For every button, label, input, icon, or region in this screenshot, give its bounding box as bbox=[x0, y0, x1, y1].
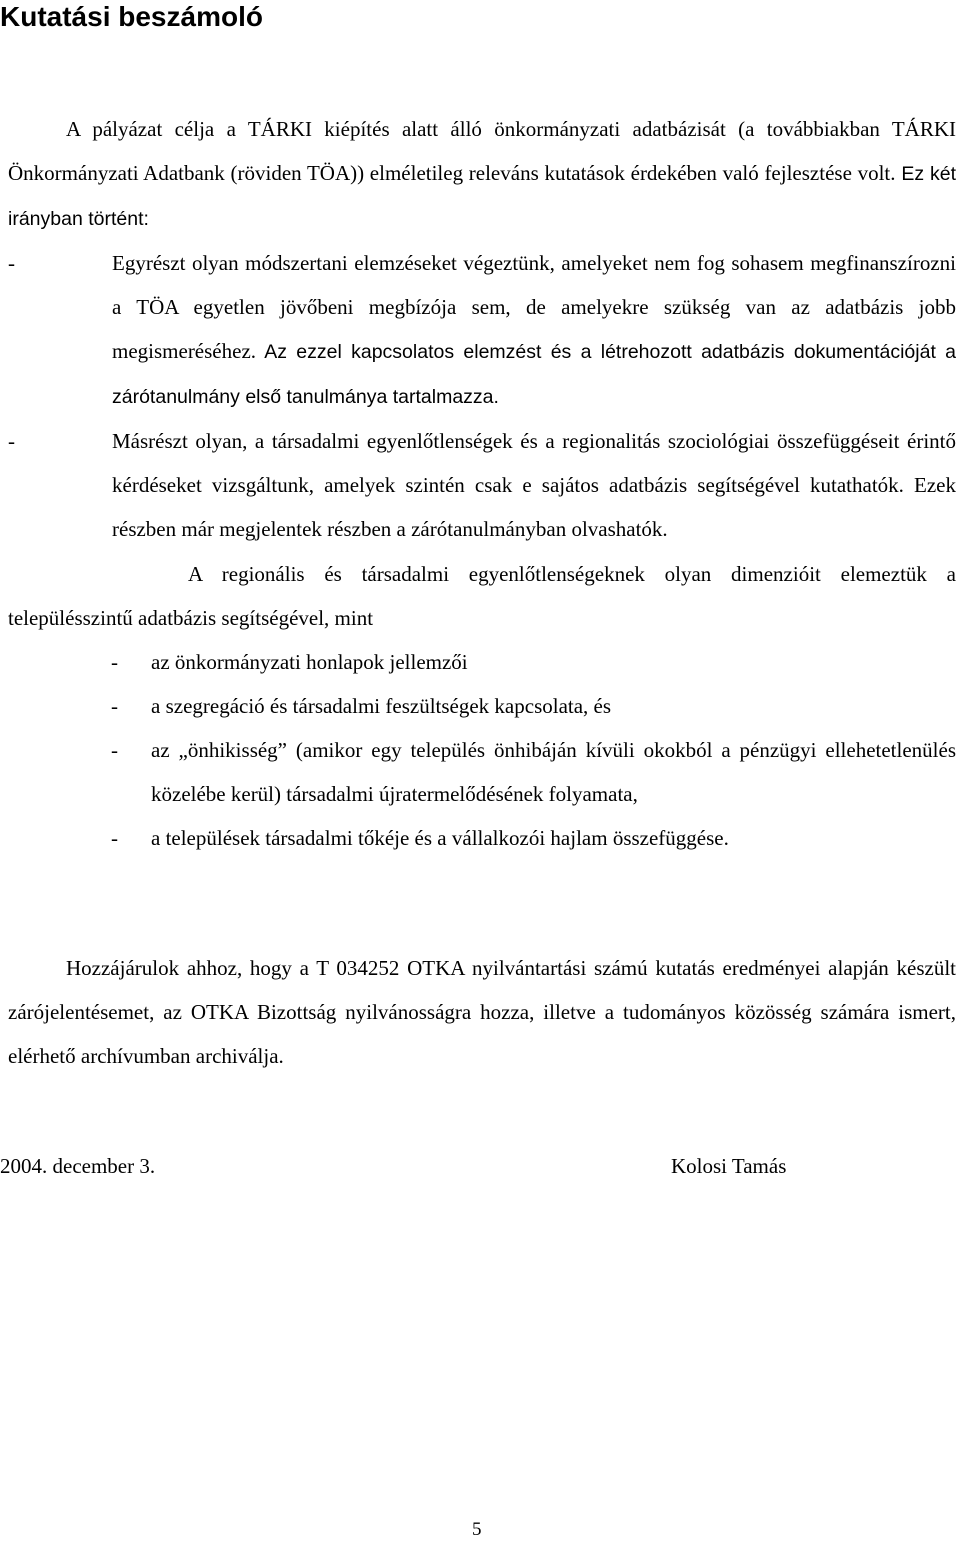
consent-statement: Hozzájárulok ahhoz, hogy a T 034252 OTKA nyilvántartási számú kutatás eredményei alapján készült zárójelentésemet, az OTKA Bizottság nyilvánosságra hozza, illetve a tudományos közösség számára ismert, elérhető archívumban archiválja. bbox=[8, 956, 956, 1068]
document-title: Kutatási beszámoló bbox=[0, 1, 263, 32]
page-number: 5 bbox=[472, 1519, 482, 1540]
research-directions-list bbox=[8, 241, 956, 552]
list-item bbox=[8, 419, 956, 552]
list-item: - az önkormányzati honlapok jellemzői bbox=[8, 640, 956, 684]
author-name: Kolosi Tamás bbox=[671, 1154, 787, 1178]
signature-date: 2004. december 3. bbox=[0, 1154, 156, 1178]
intro-text-continuation: Ez két irányban történt: bbox=[8, 163, 956, 230]
list-item: - a települések társadalmi tőkéje és a vállalkozói hajlam összefüggése. bbox=[8, 816, 956, 860]
list-item: - az „önhikisség” (amikor egy település önhibáján kívüli okokból a pénzügyi ellehetetlenülés közelébe kerül) társadalmi újratermelődésének folyamata, bbox=[8, 728, 956, 816]
direction-text-continuation: Az ezzel kapcsolatos elemzést és a létrehozott adatbázis dokumentációját a zárótanulmány első tanulmánya tartalmazza. bbox=[112, 341, 956, 408]
direction-text: Másrészt olyan, a társadalmi egyenlőtlenségek és a regionalitás szociológiai összefüggéseit érintő kérdéseket vizsgáltunk, amelyek szintén csak e sajátos adatbázis segítségével kutathatók. Ezek részben már megjelentek részben a zárótanulmányban olvashatók. bbox=[112, 429, 956, 541]
intro-text: A pályázat célja a TÁRKI kiépítés alatt álló önkormányzati adatbázisát (a továbbiakban TÁRKI Önkormányzati Adatbank (röviden TÖA)) elméletileg releváns kutatások érdekében való fejlesztése volt. bbox=[8, 117, 956, 185]
intro-paragraph bbox=[8, 107, 956, 241]
list-item: - a szegregáció és társadalmi feszültségek kapcsolata, és bbox=[8, 684, 956, 728]
document-body bbox=[8, 107, 956, 860]
list-item bbox=[8, 241, 956, 419]
dimensions-intro-paragraph: A regionális és társadalmi egyenlőtlenségeknek olyan dimenzióit elemeztük a településszintű adatbázis segítségével, mint bbox=[8, 562, 956, 630]
dimensions-list bbox=[8, 640, 956, 860]
direction-text: Egyrészt olyan módszertani elemzéseket végeztünk, amelyeket nem fog sohasem megfinanszírozni a TÖA egyetlen jövőbeni megbízója sem, de amelyekre szükség van az adatbázis jobb megismeréséhez. bbox=[112, 251, 956, 363]
